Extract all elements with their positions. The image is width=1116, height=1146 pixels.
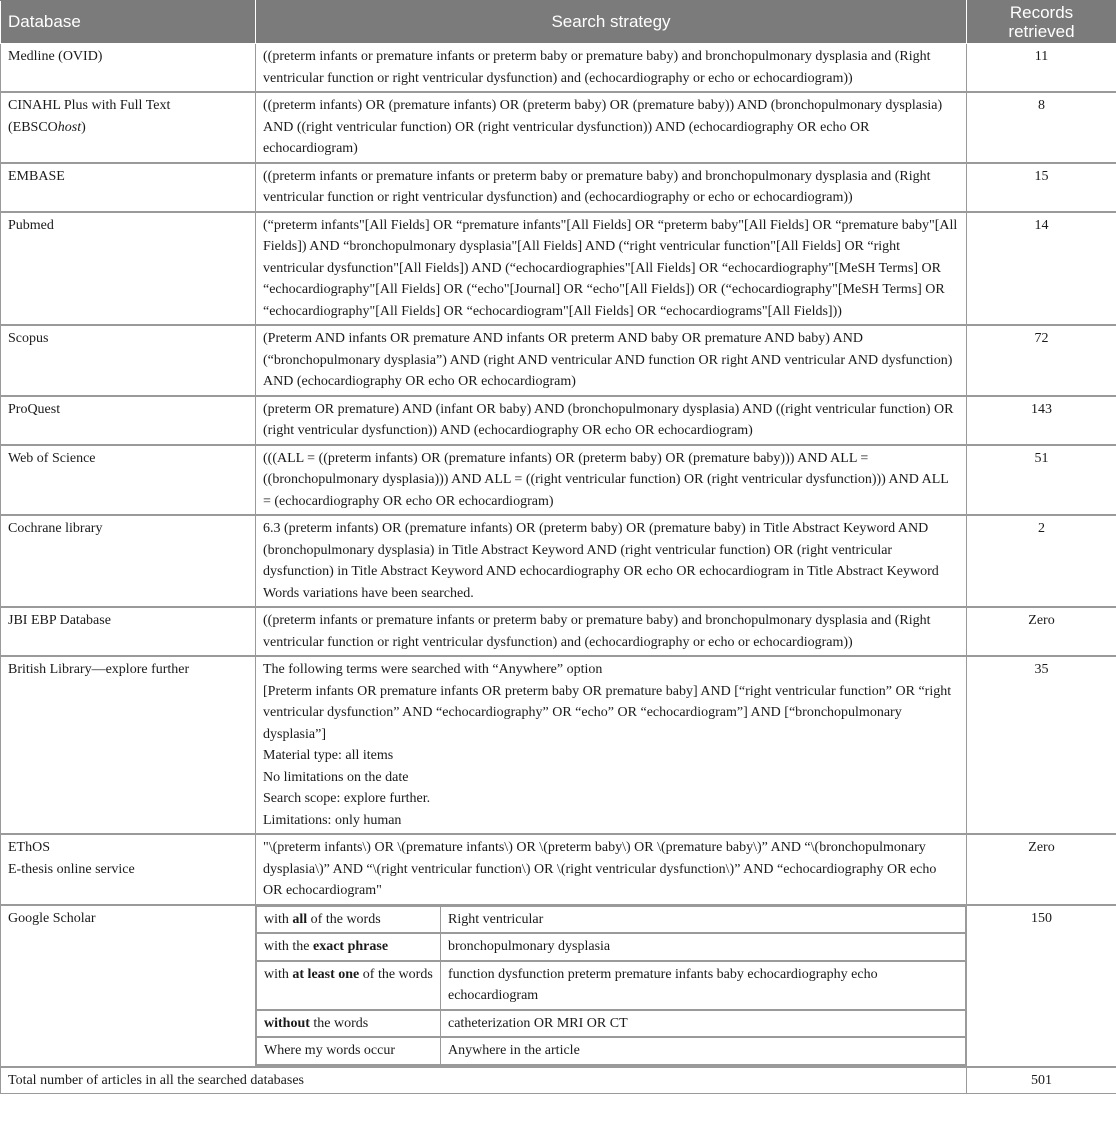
table-row-ethos: [1, 834, 1116, 905]
header-records-label: Records retrieved: [1008, 3, 1075, 41]
records-cell: 150: [967, 905, 1116, 1067]
table-row-total: [1, 1067, 1116, 1094]
records-cell: 35: [967, 656, 1116, 834]
table-row: [1, 607, 1116, 656]
database-cell: Pubmed: [1, 212, 256, 326]
records-cell: 2: [967, 515, 1116, 607]
option-label-text: with the: [264, 939, 313, 954]
database-cell: EMBASE: [1, 163, 256, 212]
scholar-option-label: [257, 1037, 441, 1065]
table-row: [1, 44, 1116, 93]
strategy-cell: ((preterm infants) OR (premature infants) OR (preterm baby) OR (premature baby)) AND (bronchopulmonary dysplasia) AND ((right ventricular function) OR (right ventricular dysfunction)) AND (echocardiography OR echo OR echocardiogram): [256, 92, 967, 163]
total-value: 501: [967, 1067, 1116, 1094]
table-row: [1, 445, 1116, 516]
scholar-option-row: [257, 1010, 966, 1038]
strategy-cell: (“preterm infants"[All Fields] OR “premature infants"[All Fields] OR “preterm baby"[All Fields] OR “premature baby"[All Fields]) AND “bronchopulmonary dysplasia"[All Fields] AND (“right ventricular function"[All Fields] OR “right ventricular dysfunction"[All Fields]) AND (“echocardiographies"[All Fields] OR “echocardiography"[MeSH Terms] OR “echocardiography"[All Fields] OR (“echo"[Journal] OR “echo"[All Fields]) OR (“echocardiography"[MeSH Terms] OR “echocardiography"[All Fields] OR “echocardiogram"[All Fields] OR “echocardiograms"[All Fields])): [256, 212, 967, 326]
scholar-option-value: catheterization OR MRI OR CT: [441, 1010, 966, 1038]
scholar-option-value: Anywhere in the article: [441, 1037, 966, 1065]
scholar-option-row: [257, 1037, 966, 1065]
records-cell: Zero: [967, 607, 1116, 656]
database-subtitle: E-thesis online service: [8, 861, 135, 877]
option-label-emphasis: without: [264, 1015, 310, 1031]
strategy-cell: 6.3 (preterm infants) OR (premature infants) OR (preterm baby) OR (premature baby) in Title Abstract Keyword AND (bronchopulmonary dysplasia) in Title Abstract Keyword AND (right ventricular function) OR (right ventricular dysfunction) in Title Abstract Keyword AND echocardiography OR echo OR echocardiogram in Title Abstract Keyword Words variations have been searched.: [256, 515, 967, 607]
total-label: Total number of articles in all the searched databases: [1, 1067, 967, 1094]
scholar-option-row: [257, 961, 966, 1010]
strategy-cell: ((preterm infants or premature infants or preterm baby or premature baby) and bronchopulmonary dysplasia and (Right ventricular function or right ventricular dysfunction) and (echocardiography or echo or echocardiogram)): [256, 607, 967, 656]
strategy-cell: (preterm OR premature) AND (infant OR baby) AND (bronchopulmonary dysplasia) AND ((right ventricular function) OR (right ventricular dysfunction)) AND (echocardiography OR echo OR echocardiogram): [256, 396, 967, 445]
scholar-option-label: [257, 906, 441, 933]
scholar-option-value: bronchopulmonary dysplasia: [441, 933, 966, 961]
strategy-line: [Preterm infants OR premature infants OR preterm baby OR premature baby] AND [“right ventricular function” OR “right ventricular dysfunction” AND “echocardiography” OR “echo” OR “echocardiogram”] AND [“bronchopulmonary dysplasia”]: [263, 683, 952, 742]
table-row: [1, 212, 1116, 326]
table-row-british-library: [1, 656, 1116, 834]
records-cell: 11: [967, 44, 1116, 93]
table-header-row: [1, 1, 1116, 44]
database-cell: British Library—explore further: [1, 656, 256, 834]
strategy-cell: "\(preterm infants\) OR \(premature infants\) OR \(preterm baby\) OR \(premature baby\)” AND “\(bronchopulmonary dysplasia\)” AND “\(right ventricular function\) OR \(right ventricular dysfunction\)” AND “echocardiography OR echo OR echocardiogram": [256, 834, 967, 905]
option-label-text: with: [264, 966, 293, 982]
option-label-text: with: [264, 911, 293, 927]
table-row-google-scholar: [1, 905, 1116, 1067]
strategy-cell: [256, 905, 967, 1067]
strategy-cell: (((ALL = ((preterm infants) OR (premature infants) OR (preterm baby) OR (premature baby))) AND ALL = ((bronchopulmonary dysplasia))) AND ALL = ((right ventricular function) OR (right ventricular dysfunction))) AND ALL = (echocardiography OR echo OR echocardiogram): [256, 445, 967, 516]
header-database: Database: [1, 1, 256, 44]
scholar-option-label: [257, 961, 441, 1010]
strategy-line: Search scope: explore further.: [263, 791, 431, 806]
database-cell: Medline (OVID): [1, 44, 256, 93]
table-row: [1, 325, 1116, 396]
google-scholar-options: [256, 906, 966, 1066]
table-row: [1, 163, 1116, 212]
option-label-text: Where my words occur: [264, 1043, 396, 1058]
database-cell: Google Scholar: [1, 905, 256, 1067]
strategy-line: Material type: all items: [263, 748, 394, 763]
table-row: [1, 515, 1116, 607]
header-records-retrieved: [967, 1, 1116, 44]
records-cell: 51: [967, 445, 1116, 516]
strategy-cell: (Preterm AND infants OR premature AND infants OR preterm AND baby OR premature AND baby) AND (“bronchopulmonary dysplasia”) AND (right AND ventricular AND function OR right AND ventricular AND dysfunction) AND (echocardiography OR echo OR echocardiogram): [256, 325, 967, 396]
strategy-cell: [256, 656, 967, 834]
database-name-italic: host: [57, 119, 82, 135]
records-cell: 14: [967, 212, 1116, 326]
strategy-line: The following terms were searched with “Anywhere” option: [263, 662, 603, 677]
database-cell: Web of Science: [1, 445, 256, 516]
records-cell: 143: [967, 396, 1116, 445]
strategy-line: No limitations on the date: [263, 769, 409, 785]
records-cell: 8: [967, 92, 1116, 163]
database-name: CINAHL Plus with Full Text (EBSCO: [8, 98, 171, 135]
option-label-text: of the words: [307, 911, 381, 927]
option-label-emphasis: all: [292, 911, 308, 927]
option-label-text: the words: [309, 1015, 369, 1031]
database-cell: JBI EBP Database: [1, 607, 256, 656]
database-cell: [1, 92, 256, 163]
option-label-emphasis: at least one: [292, 966, 360, 982]
scholar-option-row: [257, 933, 966, 961]
database-cell: ProQuest: [1, 396, 256, 445]
database-cell: Cochrane library: [1, 515, 256, 607]
scholar-option-label: [257, 933, 441, 961]
table-row: [1, 396, 1116, 445]
header-search-strategy: Search strategy: [256, 1, 967, 44]
records-cell: Zero: [967, 834, 1116, 905]
strategy-cell: ((preterm infants or premature infants or preterm baby or premature baby) and bronchopulmonary dysplasia and (Right ventricular function or right ventricular dysfunction) and (echocardiography or echo or echocardiogram)): [256, 44, 967, 93]
option-label-emphasis: exact phrase: [313, 939, 389, 954]
scholar-option-label: [257, 1010, 441, 1038]
table-row: [1, 92, 1116, 163]
option-label-text: of the words: [359, 966, 433, 982]
database-name-suffix: ): [81, 119, 86, 135]
scholar-option-value: Right ventricular: [441, 906, 966, 933]
records-cell: 72: [967, 325, 1116, 396]
database-cell: [1, 834, 256, 905]
strategy-line: Limitations: only human: [263, 812, 402, 828]
scholar-option-row: [257, 906, 966, 933]
records-cell: 15: [967, 163, 1116, 212]
database-cell: Scopus: [1, 325, 256, 396]
strategy-cell: ((preterm infants or premature infants or preterm baby or premature baby) and bronchopulmonary dysplasia and (Right ventricular function or right ventricular dysfunction) and (echocardiography or echo or echocardiogram)): [256, 163, 967, 212]
scholar-option-value: function dysfunction preterm premature infants baby echocardiography echo echocardiogram: [441, 961, 966, 1010]
database-name: EThOS: [8, 840, 50, 855]
